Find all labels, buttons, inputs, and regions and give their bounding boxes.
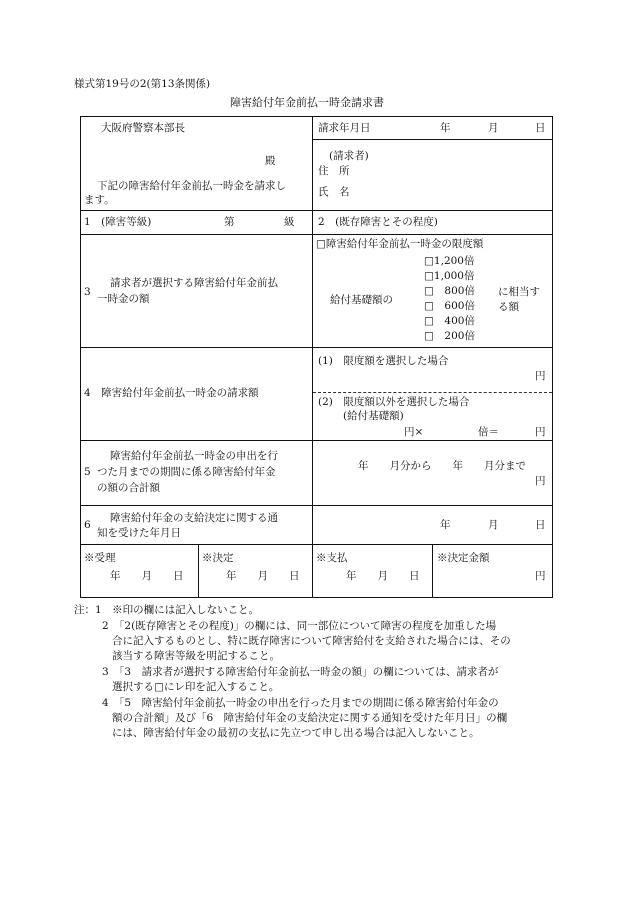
- formula-equals: 倍＝: [478, 426, 499, 438]
- multiple-option-3: □ 800倍: [424, 285, 475, 297]
- multiple-option-5: □ 400倍: [424, 315, 475, 327]
- notice-date-month: 月: [488, 519, 499, 531]
- decided-amount-label: ※決定金額: [437, 552, 490, 564]
- disability-grade-label: 1 (障害等級): [84, 216, 152, 228]
- date-month: 月: [488, 122, 499, 134]
- claim-option-2-line-2: (給付基礎額): [343, 410, 404, 422]
- formula-yen: 円: [535, 426, 546, 438]
- note-2-line-1: 2 「2(既存障害とその程度)」の欄には、同一部位について障害の程度を加重した場: [102, 620, 497, 632]
- formula-yen-times: 円×: [404, 426, 424, 438]
- request-date-label: 請求年月日: [318, 122, 371, 134]
- row3-label-line-1: 請求者が選択する障害給付年金前払: [110, 277, 278, 289]
- note-4-line-1: 4 「5 障害給付年金前払一時金の申出を行った月までの期間に係る障害給付年金の: [102, 697, 499, 709]
- form-title: 障害給付年金前払一時金請求書: [230, 96, 384, 109]
- grade-kyu: 級: [284, 216, 295, 228]
- multiple-option-1: □1,200倍: [424, 255, 475, 267]
- received-label: ※受理: [84, 552, 116, 564]
- base-amount-label: 給付基礎額の: [330, 294, 393, 306]
- decided-date: 年 月 日: [226, 570, 300, 582]
- existing-disability-label: 2 (既存障害とその程度): [318, 216, 438, 228]
- decided-label: ※決定: [202, 552, 234, 564]
- note-2-line-3: 該当する障害等級を明記すること。: [112, 650, 280, 662]
- decided-amount-yen: 円: [535, 570, 546, 582]
- claim-option-1-yen: 円: [535, 370, 546, 382]
- paid-date: 年 月 日: [346, 570, 420, 582]
- requester-label: (請求者): [329, 150, 369, 162]
- note-2-line-2: 合に記入するものとし、特に既存障害について障害給付を支給された場合には、その: [112, 635, 511, 647]
- row3-number: 3: [84, 286, 91, 298]
- multiple-option-2: □1,000倍: [424, 270, 475, 282]
- row5-label-line-1: 障害給付年金前払一時金の申出を行: [110, 450, 278, 462]
- request-line-1: 下記の障害給付年金前払一時金を請求し: [97, 180, 286, 192]
- multiple-option-4: □ 600倍: [424, 300, 475, 312]
- row6-label-line-1: 障害給付年金の支給決定に関する通: [110, 512, 278, 524]
- name-label: 氏 名: [318, 186, 350, 198]
- row5-label-line-3: の額の合計額: [97, 482, 160, 494]
- request-line-2: ます。: [84, 194, 115, 206]
- equivalent-line-1: に相当す: [498, 286, 540, 298]
- paid-label: ※支払: [316, 552, 348, 564]
- note-3-line-2: 選択する□にレ印を記入すること。: [112, 681, 280, 693]
- period-total-yen: 円: [535, 475, 546, 487]
- date-year: 年: [440, 122, 451, 134]
- equivalent-line-2: る額: [498, 301, 519, 313]
- date-day: 日: [535, 122, 546, 134]
- limit-amount-option: □障害給付年金前払一時金の限度額: [316, 238, 484, 250]
- row6-label-line-2: 知を受けた年月日: [97, 527, 181, 539]
- received-date: 年 月 日: [110, 570, 184, 582]
- note-4-line-3: には、障害給付年金の最初の支払に先立つて申し出る場合は記入しないこと。: [112, 727, 480, 739]
- note-4-line-2: 額の合計額」及び「6 障害給付年金の支給決定に関する通知を受けた年月日」の欄: [112, 712, 508, 724]
- claim-option-1: (1) 限度額を選択した場合: [318, 355, 449, 367]
- multiple-option-6: □ 200倍: [424, 330, 475, 342]
- note-3-line-1: 3 「3 請求者が選択する障害給付年金前払一時金の額」の欄については、請求者が: [102, 666, 499, 678]
- row5-number: 5: [84, 466, 91, 478]
- addressee: 大阪府警察本部長: [101, 122, 185, 134]
- row3-label-line-2: 一時金の額: [97, 293, 150, 305]
- notice-date-day: 日: [535, 519, 546, 531]
- address-label: 住 所: [318, 165, 350, 177]
- row5-label-line-2: つた月までの期間に係る障害給付年金: [97, 466, 276, 478]
- honorific: 殿: [265, 155, 276, 167]
- row6-number: 6: [84, 519, 91, 531]
- claim-option-2-line-1: (2) 限度額以外を選択した場合: [318, 396, 470, 408]
- claim-amount-label: 4 障害給付年金前払一時金の請求額: [84, 387, 259, 399]
- note-1: 注：1 ※印の欄には記入しないこと。: [74, 604, 260, 616]
- form-number: 様式第19号の2(第13条関係): [74, 78, 211, 90]
- notice-date-year: 年: [440, 519, 451, 531]
- period-from-to: 年 月分から 年 月分まで: [358, 460, 526, 472]
- grade-dai: 第: [224, 216, 235, 228]
